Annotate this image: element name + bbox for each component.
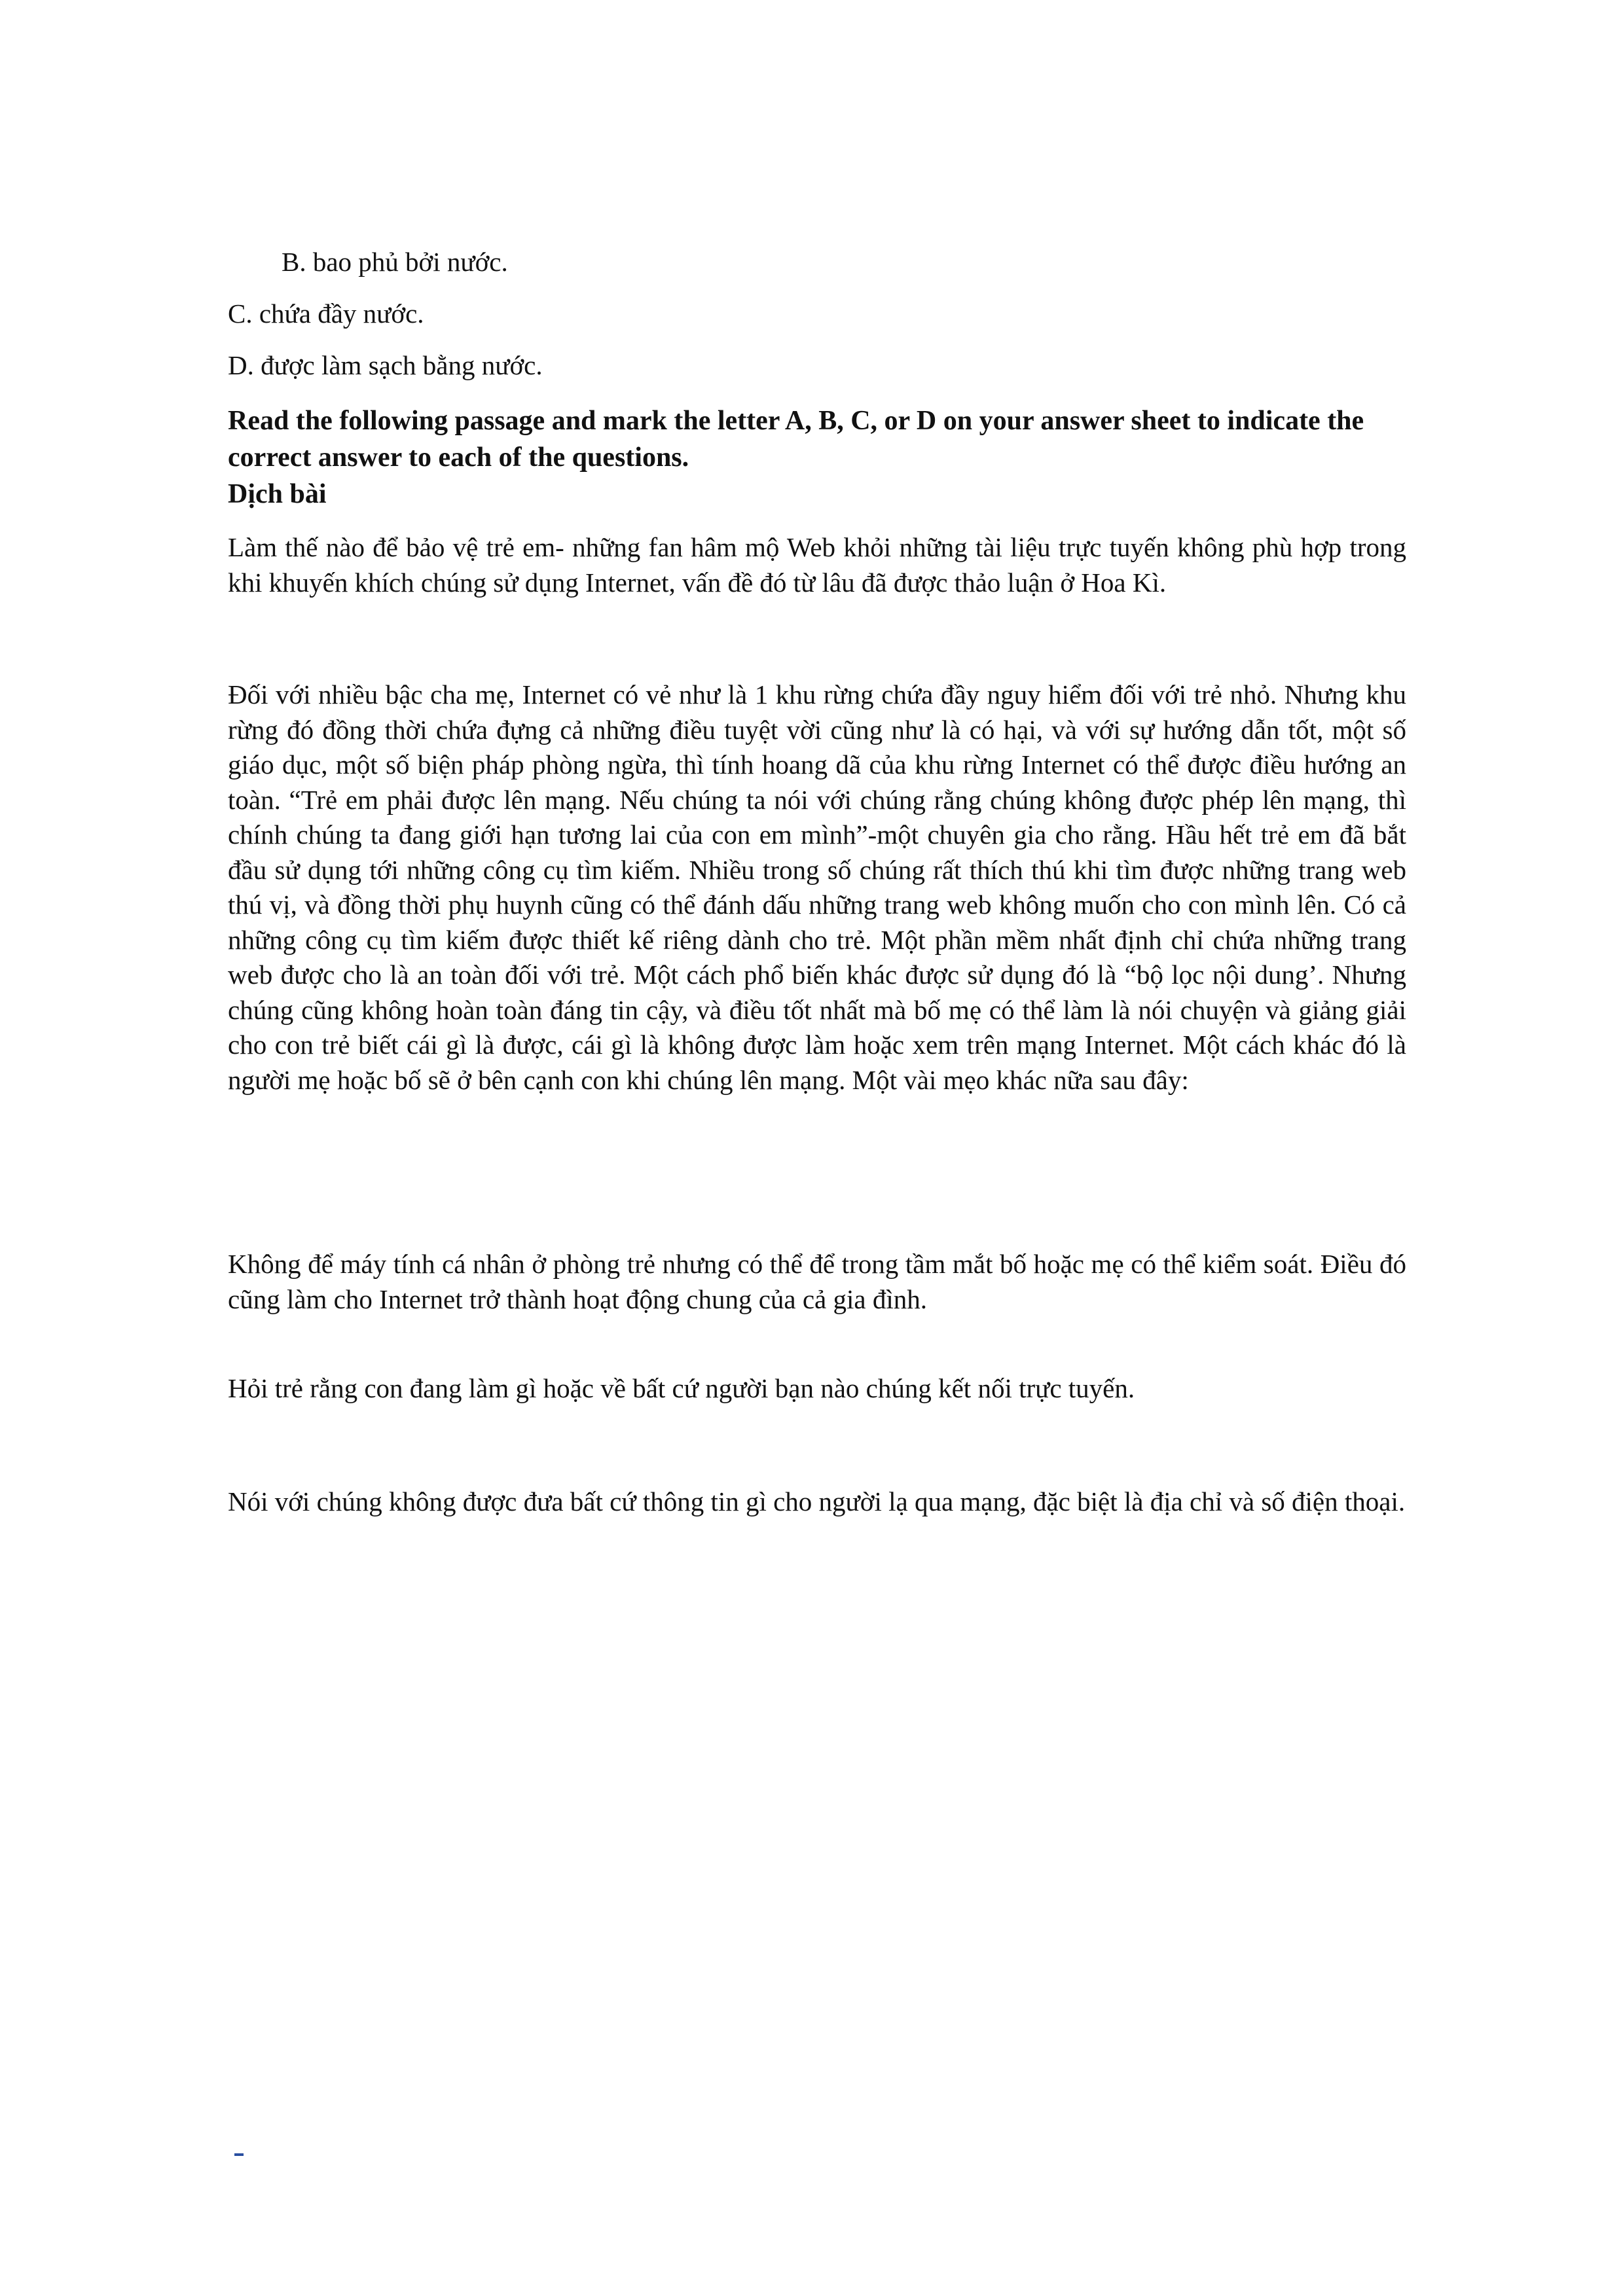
reading-instruction: Read the following passage and mark the letter A, B, C, or D on your answer sheet to indicate the correct answer to each of the questions.: [228, 406, 1364, 473]
footer-mark: [234, 2153, 244, 2156]
paragraph-tip-computer: Không để máy tính cá nhân ở phòng trẻ nhưng có thể để trong tầm mắt bố hoặc mẹ có thể kiểm soát. Điều đó cũng làm cho Internet trở thành hoạt động chung của cả gia đình.: [228, 1249, 1406, 1314]
paragraph-tip-privacy: Nói với chúng không được đưa bất cứ thông tin gì cho người lạ qua mạng, đặc biệt là địa chỉ và số điện thoại.: [228, 1486, 1406, 1516]
paragraph-intro: Làm thế nào để bảo vệ trẻ em- những fan hâm mộ Web khỏi những tài liệu trực tuyến không phù hợp trong khi khuyến khích chúng sử dụng Internet, vấn đề đó từ lâu đã được thảo luận ở Hoa Kì.: [228, 532, 1406, 598]
translation-heading: Dịch bài: [228, 479, 327, 509]
answer-option-c: C. chứa đầy nước.: [228, 298, 424, 329]
paragraph-tip-ask: Hỏi trẻ rằng con đang làm gì hoặc về bất cứ người bạn nào chúng kết nối trực tuyến.: [228, 1373, 1135, 1403]
paragraph-main: Đối với nhiều bậc cha mẹ, Internet có vẻ như là 1 khu rừng chứa đầy nguy hiểm đối với trẻ nhỏ. Nhưng khu rừng đó đồng thời chứa đựng cả những điều tuyệt vời cũng như là có hại, và với sự hướng dẫn tốt, một số giáo dục, một số biện pháp phòng ngừa, thì tính hoang dã của khu rừng Internet có thể được điều hướng an toàn. “Trẻ em phải được lên mạng. Nếu chúng ta nói với chúng rằng chúng không được phép lên mạng, thì chính chúng ta đang giới hạn tương lai của con em mình”-một chuyên gia cho rằng. Hầu hết trẻ em đã bắt đầu sử dụng tới những công cụ tìm kiếm. Nhiều trong số chúng rất thích thú khi tìm được những trang web thú vị, và đồng thời phụ huynh cũng có thể đánh dấu những trang web không muốn cho con mình lên. Có cả những công cụ tìm kiếm được thiết kế riêng dành cho trẻ. Một phần mềm nhất định chỉ chứa những trang web được cho là an toàn đối với trẻ. Một cách phổ biến khác được sử dụng đó là “bộ lọc nội dung’. Nhưng chúng cũng không hoàn toàn đáng tin cậy, và điều tốt nhất mà bố mẹ có thể làm là nói chuyện và giảng giải cho con trẻ biết cái gì là được, cái gì là không được làm hoặc xem trên mạng Internet. Một cách khác đó là người mẹ hoặc bố sẽ ở bên cạnh con khi chúng lên mạng. Một vài mẹo khác nữa sau đây:: [228, 679, 1406, 1095]
answer-option-d: D. được làm sạch bằng nước.: [228, 350, 543, 380]
answer-option-b: B. bao phủ bởi nước.: [282, 247, 508, 277]
